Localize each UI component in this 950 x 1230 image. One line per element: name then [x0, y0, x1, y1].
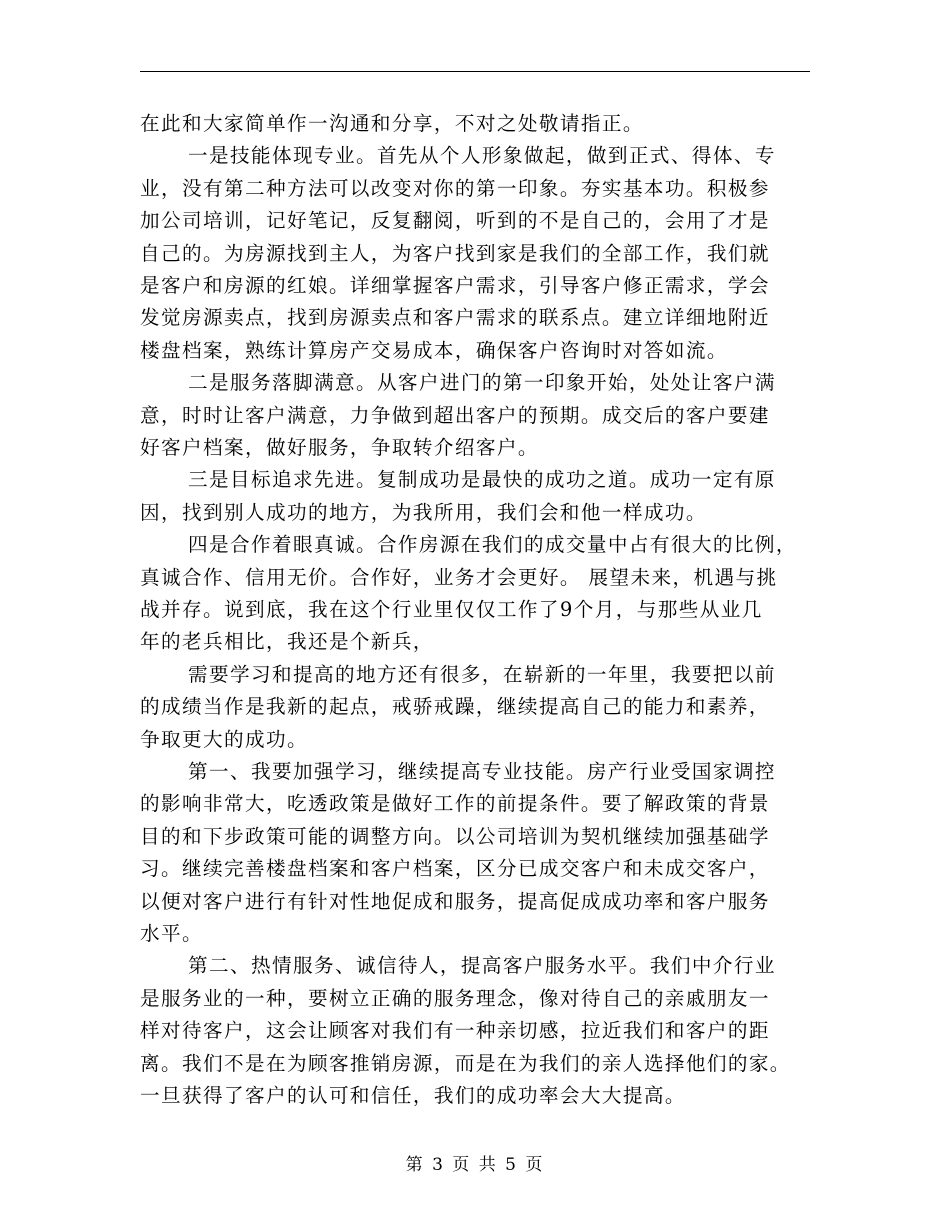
text-line: 目的和下步政策可能的调整方向。以公司培训为契机继续加强基础学 [140, 824, 770, 848]
text-line: 年的老兵相比，我还是个新兵， [140, 630, 434, 654]
text-line: 的成绩当作是我新的起点，戒骄戒躁，继续提高自己的能力和素养， [140, 695, 770, 719]
text-line: 在此和大家简单作一沟通和分享，不对之处敬请指正。 [140, 112, 644, 135]
text-line: 四是合作着眼真诚。合作房源在我们的成交量中占有很大的比例， [188, 533, 797, 557]
text-line: 样对待客户，这会让顾客对我们有一种亲切感，拉近我们和客户的距 [140, 1019, 770, 1043]
text-line: 加公司培训，记好笔记，反复翻阅，听到的不是自己的，会用了才是 [140, 209, 770, 233]
text-line: 好客户档案，做好服务，争取转介绍客户。 [140, 436, 539, 459]
text-line: 业，没有第二种方法可以改变对你的第一印象。夯实基本功。积极参 [140, 176, 770, 200]
text-line: 发觉房源卖点，找到房源卖点和客户需求的联系点。建立详细地附近 [140, 306, 770, 330]
header-rule [140, 71, 810, 72]
text-line: 一是技能体现专业。首先从个人形象做起，做到正式、得体、专 [188, 144, 776, 168]
page-footer: 第 3 页 共 5 页 [405, 1155, 545, 1175]
text-line: 以便对客户进行有针对性地促成和服务，提高促成成功率和客户服务 [140, 889, 770, 913]
text-line: 水平。 [140, 922, 203, 945]
text-line: 战并存。说到底，我在这个行业里仅仅工作了9个月，与那些从业几 [140, 598, 763, 621]
text-line: 自己的。为房源找到主人，为客户找到家是我们的全部工作，我们就 [140, 241, 770, 265]
text-line: 真诚合作、信用无价。合作好，业务才会更好。 展望未来，机遇与挑 [140, 565, 778, 589]
text-line: 习。继续完善楼盘档案和客户档案，区分已成交客户和未成交客户， [140, 857, 770, 881]
text-line: 二是服务落脚满意。从客户进门的第一印象开始，处处让客户满 [188, 371, 776, 395]
text-line: 是客户和房源的红娘。详细掌握客户需求，引导客户修正需求，学会 [140, 274, 770, 297]
text-line: 的影响非常大，吃透政策是做好工作的前提条件。要了解政策的背景 [140, 792, 770, 816]
text-line: 第二、热情服务、诚信待人，提高客户服务水平。我们中介行业 [188, 954, 776, 978]
text-line: 第一、我要加强学习，继续提高专业技能。房产行业受国家调控 [188, 760, 776, 783]
text-line: 楼盘档案，熟练计算房产交易成本，确保客户咨询时对答如流。 [140, 338, 728, 362]
text-line: 需要学习和提高的地方还有很多，在崭新的一年里，我要把以前 [188, 662, 776, 686]
text-line: 争取更大的成功。 [140, 727, 308, 751]
text-line: 意，时时让客户满意，力争做到超出客户的预期。成交后的客户要建 [140, 403, 770, 427]
text-line: 离。我们不是在为顾客推销房源，而是在为我们的亲人选择他们的家。 [140, 1051, 791, 1075]
text-line: 一旦获得了客户的认可和信任，我们的成功率会大大提高。 [140, 1084, 686, 1107]
text-line: 因，找到别人成功的地方，为我所用，我们会和他一样成功。 [140, 500, 707, 524]
text-line: 是服务业的一种，要树立正确的服务理念，像对待自己的亲戚朋友一 [140, 986, 770, 1010]
text-line: 三是目标追求先进。复制成功是最快的成功之道。成功一定有原 [188, 468, 776, 492]
